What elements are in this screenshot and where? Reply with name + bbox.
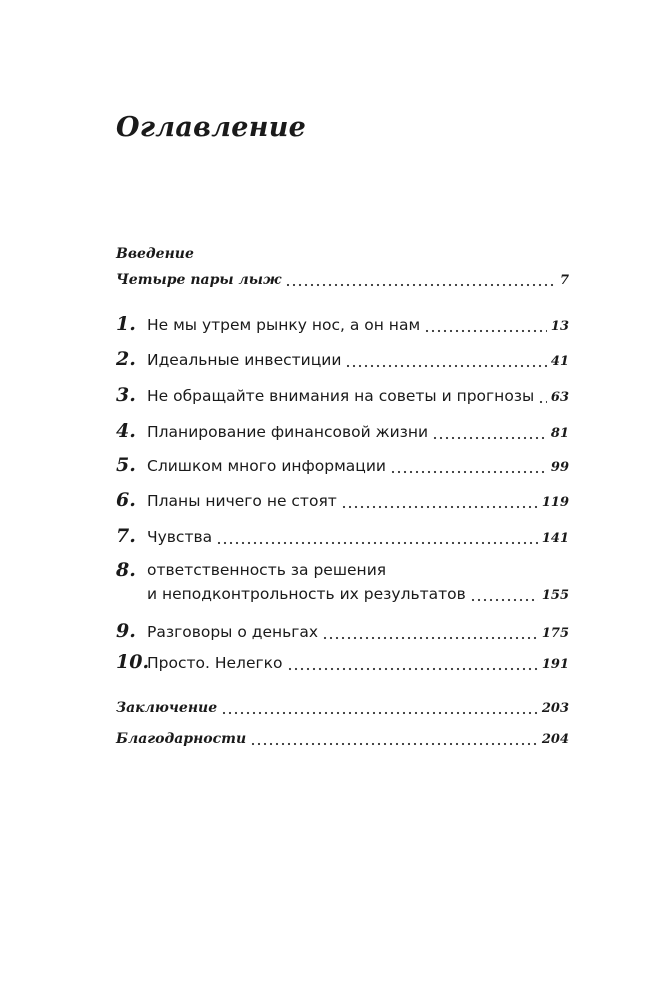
toc-chapter-7[interactable] xyxy=(116,526,569,549)
page-number: 41 xyxy=(550,354,569,369)
page-number: 155 xyxy=(541,588,569,603)
dot-leader xyxy=(287,661,538,671)
chapter-number: 5. xyxy=(116,454,136,476)
dot-leader xyxy=(470,592,538,602)
page-title: Оглавление xyxy=(116,112,307,143)
dot-leader xyxy=(432,430,547,440)
chapter-number: 10. xyxy=(116,651,150,673)
toc-acknowledgments[interactable] xyxy=(116,729,569,750)
chapter-number: 7. xyxy=(116,525,136,547)
entry-title: Слишком много информации xyxy=(147,457,386,475)
entry-title: Чувства xyxy=(147,528,213,546)
chapter-number: 9. xyxy=(116,620,136,642)
dot-leader xyxy=(390,464,547,474)
toc-chapter-4[interactable] xyxy=(116,421,569,444)
page-number: 141 xyxy=(541,531,569,546)
entry-title: Не обращайте внимания на советы и прогнозы xyxy=(147,387,535,405)
toc-chapter-5[interactable] xyxy=(116,455,569,478)
page-number: 191 xyxy=(541,657,569,672)
toc-intro-label xyxy=(116,244,569,264)
entry-title-line1: ответственность за решения xyxy=(147,561,387,579)
dot-leader xyxy=(216,535,538,545)
page-number: 175 xyxy=(541,626,569,641)
page-number: 13 xyxy=(550,319,569,334)
page-number: 81 xyxy=(550,426,569,441)
entry-title: Не мы утрем рынку нос, а он нам xyxy=(147,316,421,334)
page-number: 119 xyxy=(541,495,569,510)
toc-chapter-3[interactable] xyxy=(116,385,569,408)
chapter-number: 3. xyxy=(116,384,136,406)
chapter-number: 4. xyxy=(116,420,136,442)
entry-title: Заключение xyxy=(116,700,218,716)
dot-leader xyxy=(345,358,546,368)
chapter-number: 1. xyxy=(116,313,136,335)
dot-leader xyxy=(322,630,538,640)
toc-chapter-6[interactable] xyxy=(116,490,569,513)
page-number: 203 xyxy=(541,701,569,716)
dot-leader xyxy=(285,277,556,287)
dot-leader xyxy=(250,736,538,746)
page-number: 63 xyxy=(550,390,569,405)
chapter-number: 8. xyxy=(116,559,136,581)
entry-title: Планы ничего не стоят xyxy=(147,492,337,510)
toc-chapter-1[interactable] xyxy=(116,314,569,337)
dot-leader xyxy=(538,394,547,404)
chapter-8-title-block xyxy=(147,560,569,606)
page-number: 99 xyxy=(550,460,569,475)
page-number: 204 xyxy=(541,732,569,747)
entry-title: Планирование финансовой жизни xyxy=(147,423,429,441)
toc-chapter-9[interactable] xyxy=(116,621,569,644)
toc-intro[interactable] xyxy=(116,270,569,291)
toc-conclusion[interactable] xyxy=(116,698,569,719)
dot-leader xyxy=(424,323,547,333)
toc-chapter-2[interactable] xyxy=(116,349,569,372)
entry-title: Четыре пары лыж xyxy=(116,272,282,288)
entry-title: Идеальные инвестиции xyxy=(147,351,342,369)
toc-chapter-10[interactable] xyxy=(116,652,569,675)
chapter-8-line2 xyxy=(147,584,569,606)
chapter-number: 2. xyxy=(116,348,136,370)
dot-leader xyxy=(341,499,538,509)
entry-title: Просто. Нелегко xyxy=(147,654,283,672)
intro-label: Введение xyxy=(116,246,194,262)
chapter-number: 6. xyxy=(116,489,136,511)
dot-leader xyxy=(221,705,538,715)
entry-title: Благодарности xyxy=(116,731,247,747)
entry-title-line2: и неподконтрольность их результатов xyxy=(147,585,466,603)
page-number: 7 xyxy=(559,273,569,288)
toc-chapter-8[interactable] xyxy=(116,560,569,606)
entry-title: Разговоры о деньгах xyxy=(147,623,319,641)
